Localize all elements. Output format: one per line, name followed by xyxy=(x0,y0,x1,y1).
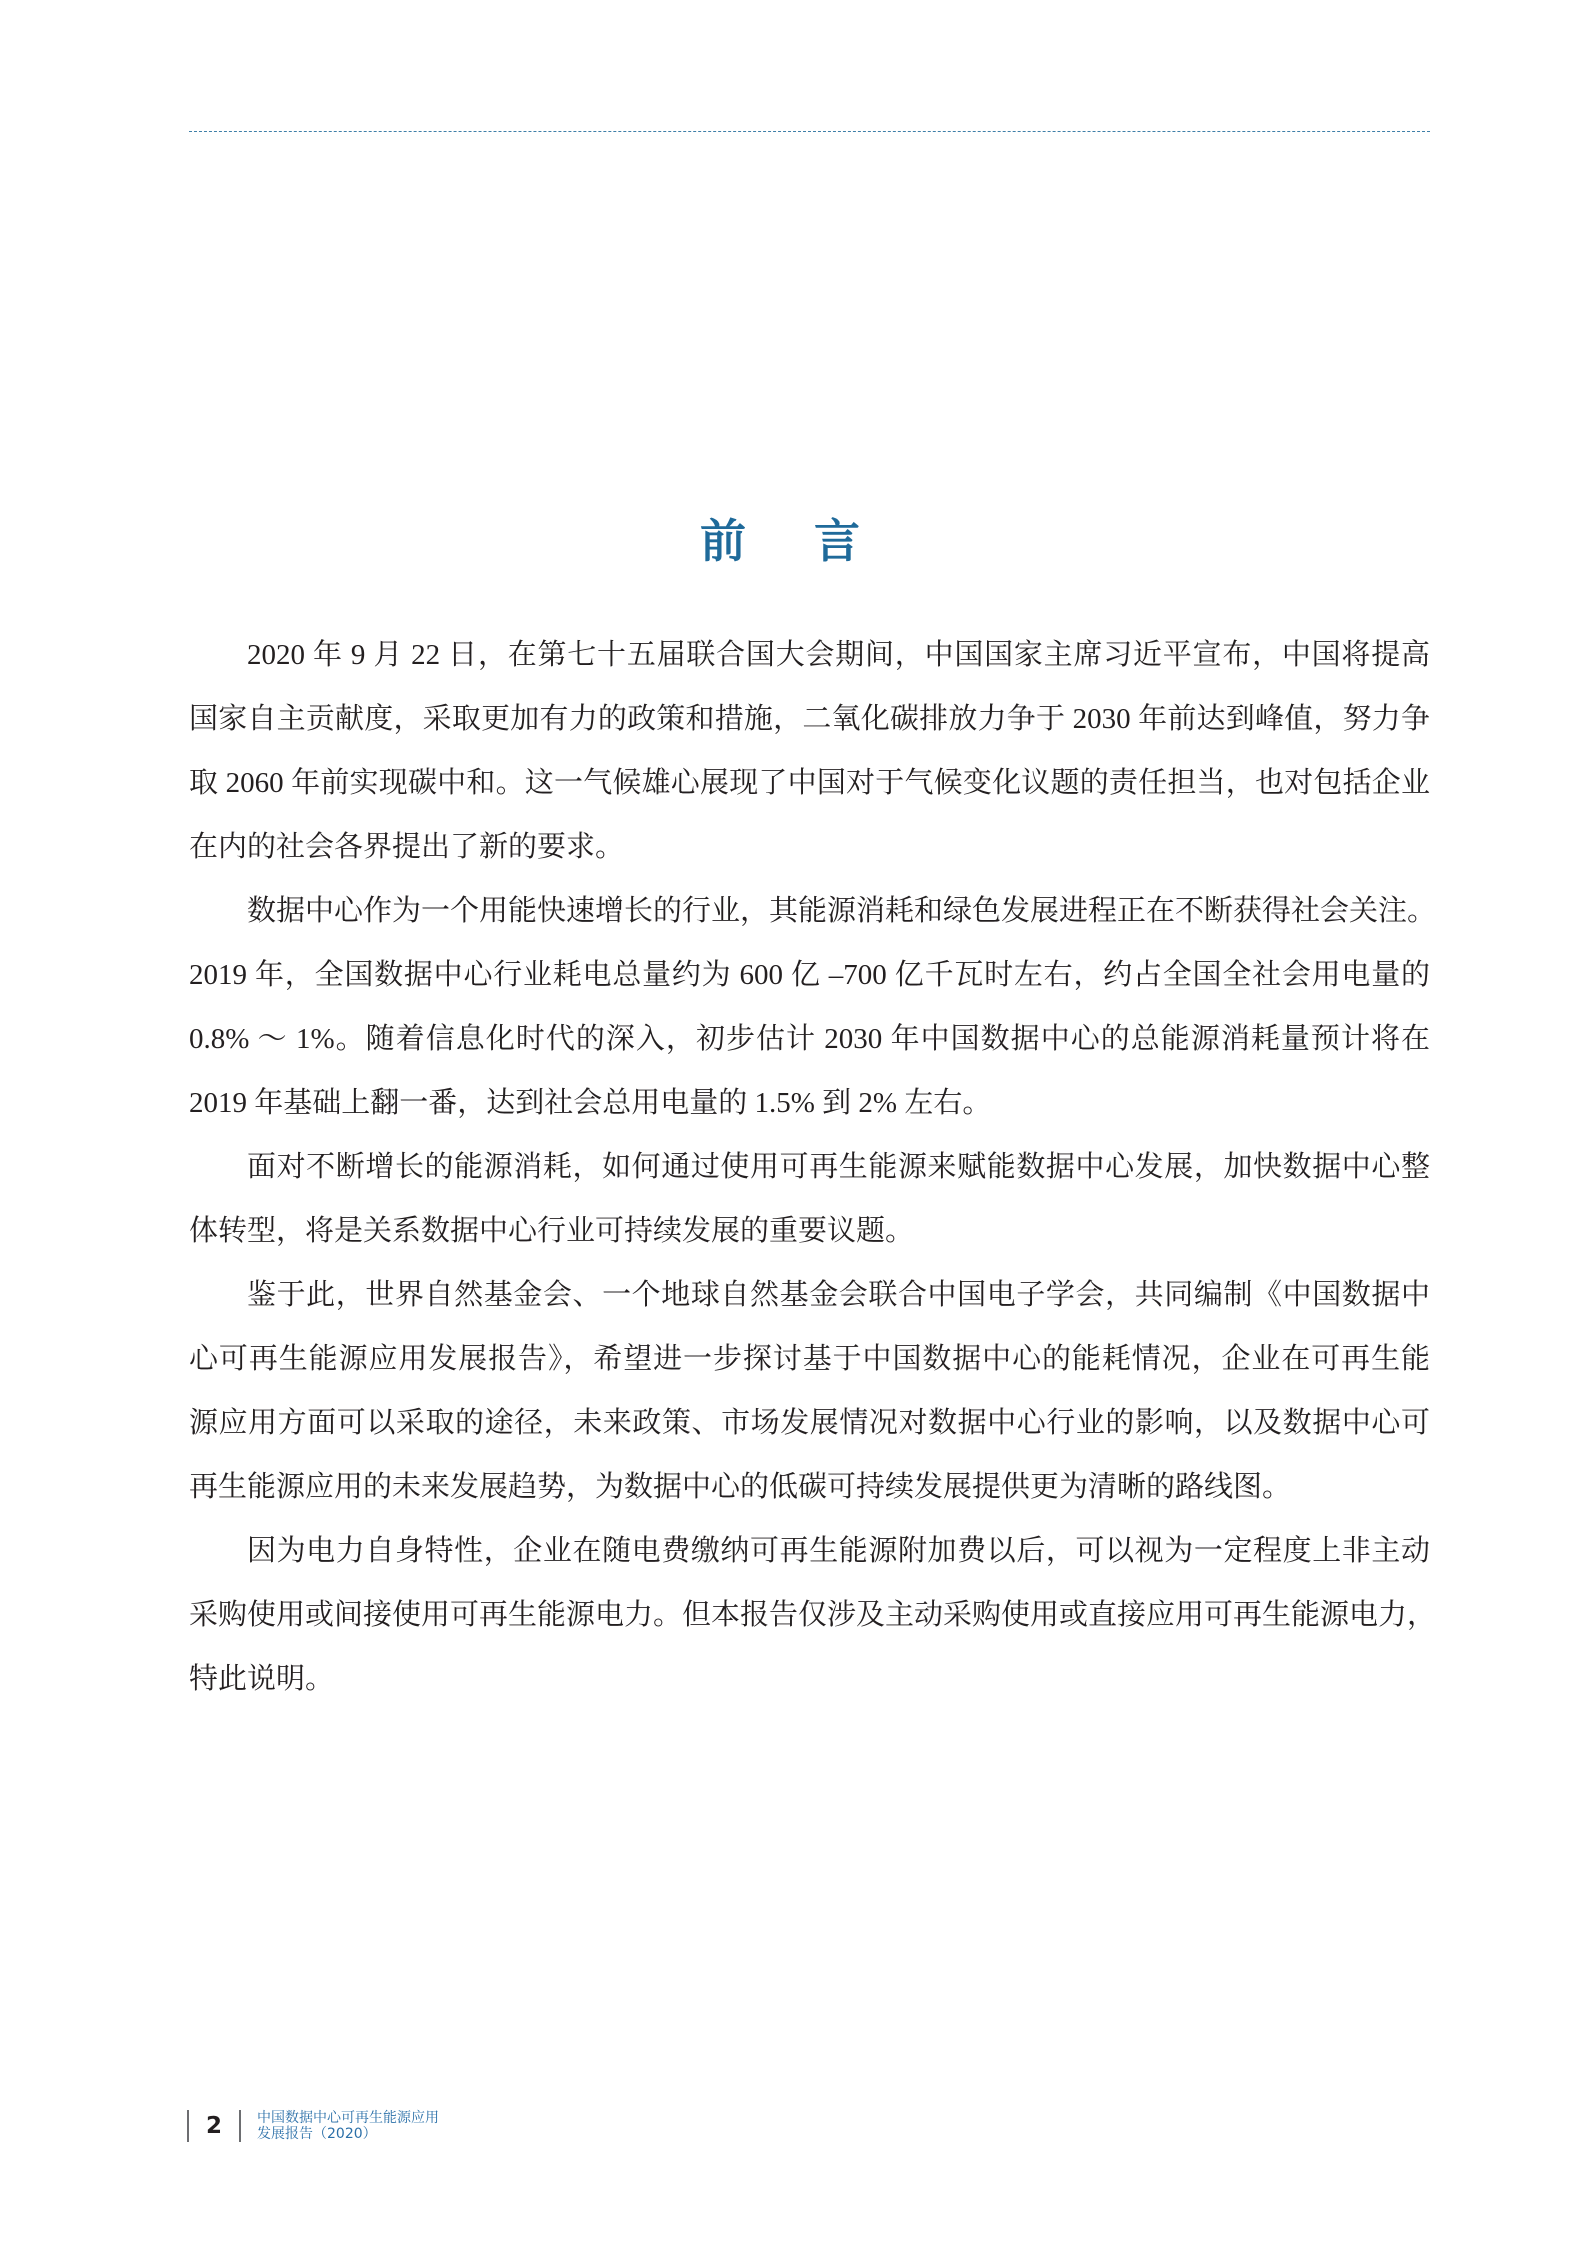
paragraph-line: 体转型，将是关系数据中心行业可持续发展的重要议题。 xyxy=(189,1215,915,1247)
report-title xyxy=(257,2110,439,2142)
page-footer xyxy=(187,2108,439,2144)
paragraph-line: 2020 年 9 月 22 日，在第七十五届联合国大会期间，中国国家主席习近平宣布，中国将提高 xyxy=(247,639,1430,671)
paragraph-line: 数据中心作为一个用能快速增长的行业，其能源消耗和绿色发展进程正在不断获得社会关注。 xyxy=(247,895,1437,927)
paragraph xyxy=(189,632,1430,888)
paragraph xyxy=(189,1528,1437,1720)
paragraph-line: 再生能源应用的未来发展趋势，为数据中心的低碳可持续发展提供更为清晰的路线图。 xyxy=(189,1471,1292,1503)
paragraph-line: 鉴于此，世界自然基金会、一个地球自然基金会联合中国电子学会，共同编制《中国数据中 xyxy=(247,1279,1430,1311)
report-title-line2: 发展报告（2020） xyxy=(257,2126,377,2142)
preface-body xyxy=(189,632,1437,1720)
page-title: 前 言 xyxy=(699,514,886,568)
paragraph-line: 在内的社会各界提出了新的要求。 xyxy=(189,831,625,863)
header-dashed-rule xyxy=(189,131,1430,132)
paragraph-line: 心可再生能源应用发展报告》，希望进一步探讨基于中国数据中心的能耗情况，企业在可再生能 xyxy=(189,1343,1430,1375)
paragraph-line: 0.8% ～ 1%。随着信息化时代的深入，初步估计 2030 年中国数据中心的总能源消耗量预计将在 xyxy=(189,1023,1430,1055)
paragraph-line: 特此说明。 xyxy=(189,1663,335,1695)
paragraph-line: 采购使用或间接使用可再生能源电力。但本报告仅涉及主动采购使用或直接应用可再生能源电力， xyxy=(189,1599,1437,1631)
paragraph-line: 2019 年基础上翻一番，达到社会总用电量的 1.5% 到 2% 左右。 xyxy=(189,1087,992,1119)
paragraph-line: 2019 年，全国数据中心行业耗电总量约为 600 亿 –700 亿千瓦时左右，约占全国全社会用电量的 xyxy=(189,959,1430,991)
paragraph xyxy=(189,1144,1430,1272)
paragraph-line: 取 2060 年前实现碳中和。这一气候雄心展现了中国对于气候变化议题的责任担当，也对包括企业 xyxy=(189,767,1430,799)
paragraph xyxy=(189,888,1437,1144)
paragraph-line: 国家自主贡献度，采取更加有力的政策和措施，二氧化碳排放力争于 2030 年前达到峰值，努力争 xyxy=(189,703,1430,735)
paragraph xyxy=(189,1272,1430,1528)
report-title-line1: 中国数据中心可再生能源应用 xyxy=(257,2110,439,2126)
page-number: 2 xyxy=(205,2113,222,2139)
footer-divider xyxy=(239,2110,241,2142)
paragraph-line: 面对不断增长的能源消耗，如何通过使用可再生能源来赋能数据中心发展，加快数据中心整 xyxy=(247,1151,1430,1183)
paragraph-line: 因为电力自身特性，企业在随电费缴纳可再生能源附加费以后，可以视为一定程度上非主动 xyxy=(247,1535,1430,1567)
paragraph-line: 源应用方面可以采取的途径，未来政策、市场发展情况对数据中心行业的影响，以及数据中心可 xyxy=(189,1407,1430,1439)
